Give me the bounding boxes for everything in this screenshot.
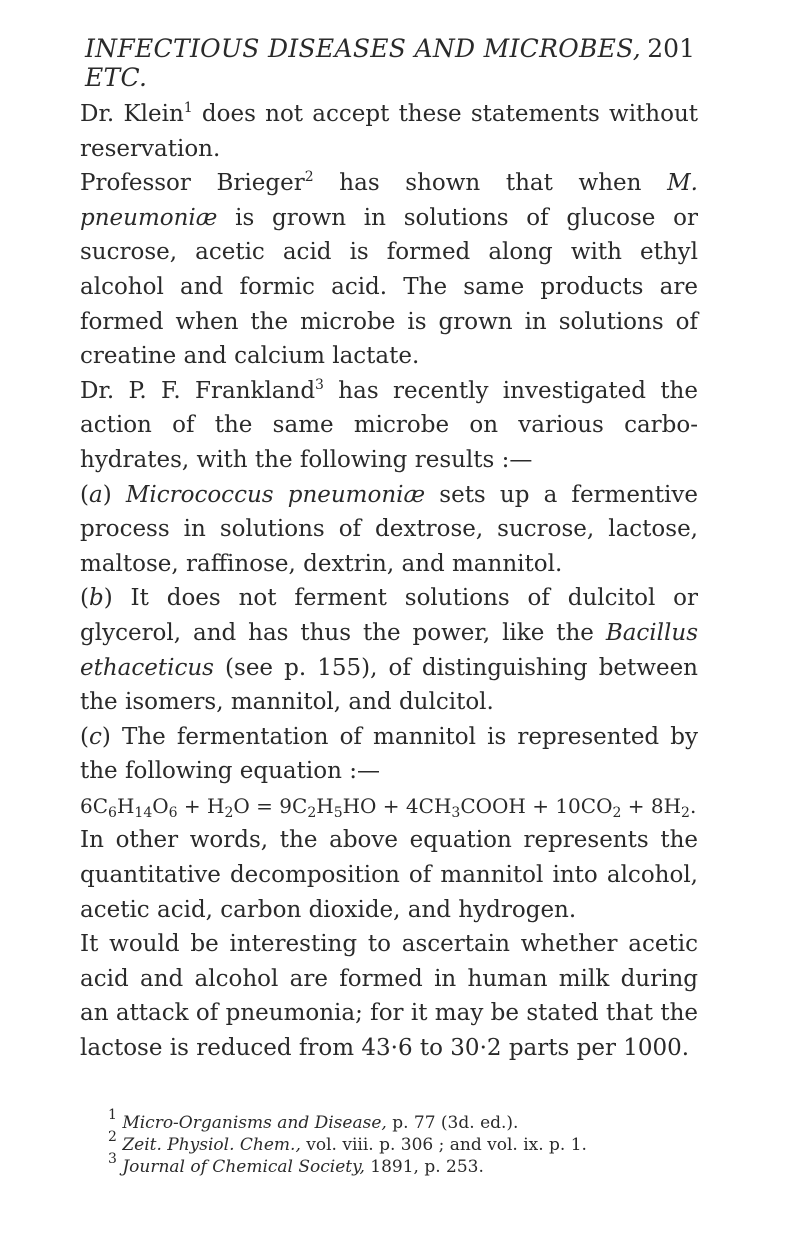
footnote-3: $^3$ Journal of Chemical Society, 1891, p. 253. (108, 1151, 484, 1177)
footnote-ref-2: 2 (304, 169, 314, 186)
result-b: (b) It does not ferment solutions of dulcitol or glycerol, and has thus the power, like the Bacillus ethaceticus (see p. 155), of distinguishing between the isomers, mannitol, and dulcitol. (80, 585, 698, 716)
running-title: INFECTIOUS DISEASES AND MICROBES, ETC. (85, 34, 642, 92)
running-header (85, 30, 695, 92)
paragraph-other-words: In other words, the above equation represents the quantitative decomposition of mannitol into alcohol, acetic acid, carbon dioxide, and hydrogen. (80, 827, 698, 923)
footnote-ref-3: 3 (315, 376, 324, 393)
paragraph-human-milk: It would be interesting to ascertain whether acetic acid and alcohol are formed in human milk during an attack of pneumonia; for it may be stated that the lactose is reduced from 43·6 to 30·2 parts per 1000. (80, 931, 698, 1062)
paragraph-brieger: Professor Brieger$^2$ has shown that when M. pneumoniæ is grown in solutions of glucose or sucrose, acetic acid is formed along with ethyl alcohol and formic acid. The same products are formed when the microbe is grown in solutions of creatine and calcium lactate. (80, 169, 698, 370)
paragraph-frankland: Dr. P. F. Frankland$^3$ has recently investigated the action of the same microbe on various carbo-hydrates, with the following results :— (80, 376, 698, 473)
footnote-1: $^1$ Micro-Organisms and Disease, p. 77 (3d. ed.). (108, 1107, 519, 1133)
main-text (80, 97, 698, 1066)
footnote-2: $^2$ Zeit. Physiol. Chem., vol. viii. p. 306 ; and vol. ix. p. 1. (108, 1129, 587, 1155)
result-a: (a) Micrococcus pneumoniæ sets up a fermentive process in solutions of dextrose, sucrose, lactose, maltose, raffinose, dextrin, and mannitol. (80, 481, 698, 577)
footnote-ref-1: 1 (183, 100, 193, 116)
page-number: 201 (647, 34, 695, 63)
result-c: (c) The fermentation of mannitol is represented by the following equation :— (80, 723, 698, 785)
footnotes (80, 1107, 698, 1178)
fermentation-equation: $6C_6H_{14}O_6 + H_2O = 9C_2H_5HO$ + $4CH_3COOH + 10CO_2 + 8H_2$. (80, 793, 697, 821)
paragraph-klein: Dr. Klein$^1$ does not accept these statements without reservation. (80, 100, 699, 162)
